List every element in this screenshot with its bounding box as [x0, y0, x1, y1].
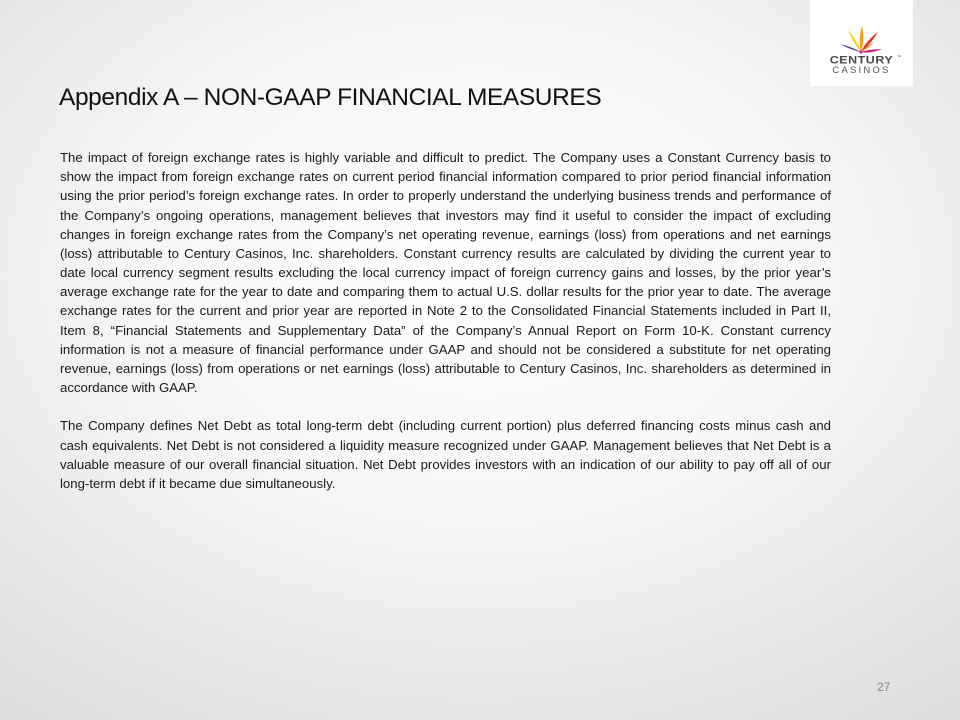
page-number: 27 [877, 680, 891, 694]
paragraph-net-debt: The Company defines Net Debt as total long-term debt (including current portion) plus deferred financing costs minus cash and cash equivalents. Net Debt is not considered a liquidity measure recognized under GAAP. Management believes that Net Debt is a valuable measure of our overall financial situation. Net Debt provides investors with an indication of our ability to pay off all of our long-term debt if it became due simultaneously. [60, 418, 831, 491]
slide-body [60, 148, 831, 493]
logo-trademark: ™ [897, 54, 901, 59]
company-logo [810, 0, 913, 86]
logo-wordmark-century: CENTURY [829, 53, 894, 67]
starburst-logo-icon [838, 22, 884, 58]
paragraph-constant-currency: The impact of foreign exchange rates is highly variable and difficult to predict. The Company uses a Constant Currency basis to show the impact from foreign exchange rates on current period financial information compared to prior period financial information using the prior period’s foreign exchange rates. In order to properly understand the underlying business trends and performance of the Company’s ongoing operations, management believes that investors may find it useful to consider the impact of excluding changes in foreign exchange rates from the Company’s net operating revenue, earnings (loss) from operations and net earnings (loss) attributable to Century Casinos, Inc. shareholders. Constant currency results are calculated by dividing the current year to date local currency segment results excluding the local currency impact of foreign currency gains and losses, by the prior year’s average exchange rate for the year to date and comparing them to actual U.S. dollar results for the prior year to date. The average exchange rates for the current and prior year are reported in Note 2 to the Consolidated Financial Statements included in Part II, Item 8, “Financial Statements and Supplementary Data” of the Company’s Annual Report on Form 10-K. Constant currency information is not a measure of financial performance under GAAP and should not be considered a substitute for net operating revenue, earnings (loss) from operations or net earnings (loss) attributable to Century Casinos, Inc. shareholders as determined in accordance with GAAP. [60, 150, 831, 396]
slide-title: Appendix A – NON-GAAP FINANCIAL MEASURES [59, 84, 602, 111]
logo-wordmark-casinos: CASINOS [832, 65, 891, 76]
